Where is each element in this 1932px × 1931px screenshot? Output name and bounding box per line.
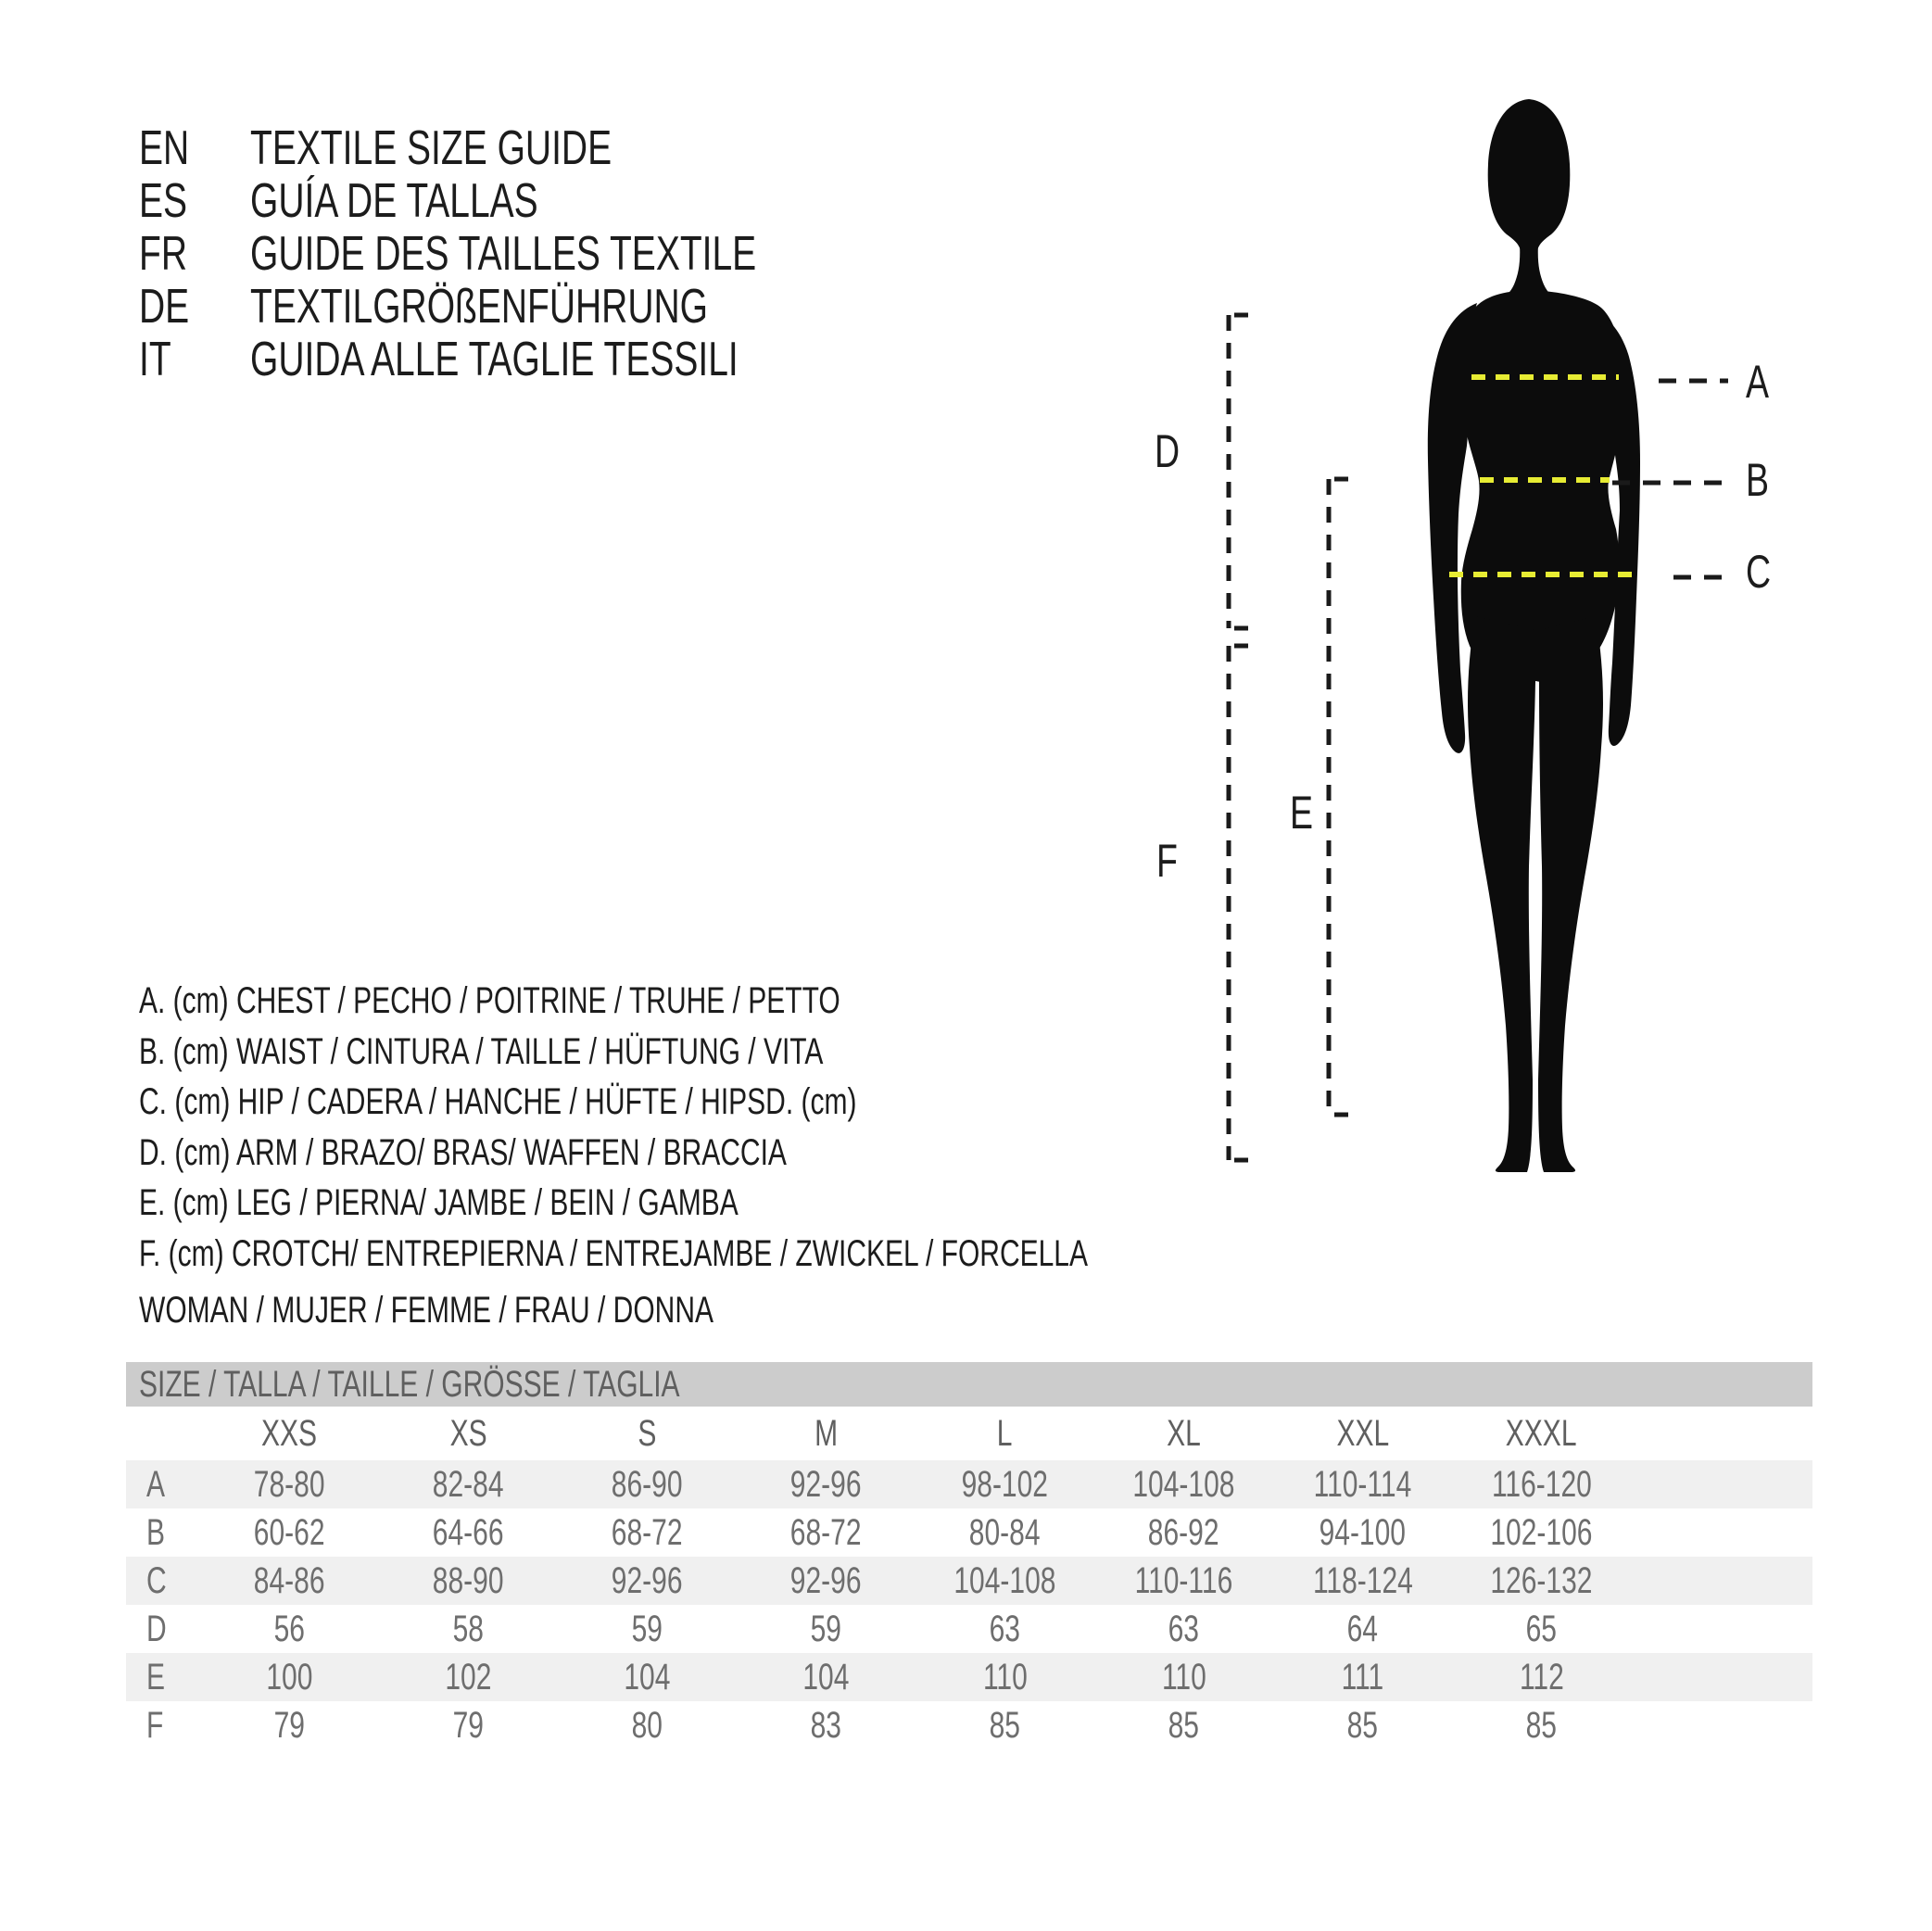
- language-row-es: [139, 175, 756, 228]
- cell-value: [1094, 1464, 1273, 1506]
- cell-text: 100: [266, 1656, 313, 1698]
- measurement-figure: [1149, 93, 1932, 1205]
- cell-text: 110: [982, 1656, 1028, 1698]
- cell-text: 92-96: [612, 1559, 683, 1601]
- arm-label: [1155, 425, 1188, 477]
- cell-value: [1273, 1705, 1452, 1747]
- cell-value: [200, 1705, 379, 1747]
- cell-value: [1452, 1464, 1631, 1506]
- cell-value: [558, 1705, 737, 1747]
- size-table-header-bar: [126, 1362, 1812, 1407]
- cell-value: [737, 1609, 915, 1650]
- cell-value: [558, 1512, 737, 1554]
- cell-text: 102-106: [1490, 1511, 1593, 1553]
- guide-title-fr: GUIDE DES TAILLES TEXTILE: [250, 227, 757, 281]
- cell-value: [1273, 1609, 1452, 1650]
- cell-text: 126-132: [1490, 1559, 1593, 1601]
- cell-text: 84-86: [254, 1559, 325, 1601]
- cell-text: 110: [1161, 1656, 1206, 1698]
- cell-value: [379, 1705, 558, 1747]
- size-header-text: SIZE / TALLA / TAILLE / GRÖSSE / TAGLIA: [139, 1363, 680, 1405]
- chest-label: [1746, 356, 1776, 408]
- cell-value: [558, 1657, 737, 1698]
- cell-text: 63: [1168, 1608, 1200, 1649]
- row-label: [126, 1560, 200, 1602]
- cell-value: [915, 1560, 1094, 1602]
- cell-value: [915, 1464, 1094, 1506]
- cell-text: 85: [1168, 1704, 1200, 1746]
- cell-text: 94-100: [1319, 1511, 1407, 1553]
- cell-text: 104-108: [953, 1559, 1056, 1601]
- cell-text: 92-96: [790, 1463, 862, 1505]
- cell-value: [1452, 1609, 1631, 1650]
- language-row-en: [139, 122, 756, 175]
- language-code: IT: [139, 333, 171, 386]
- table-row-chest: [126, 1460, 1812, 1508]
- arm-label-text: D: [1155, 425, 1181, 477]
- cell-text: 83: [810, 1704, 842, 1746]
- size-columns-row: [126, 1407, 1812, 1460]
- cell-text: 58: [452, 1608, 485, 1649]
- cell-text: 56: [273, 1608, 306, 1649]
- cell-value: [915, 1657, 1094, 1698]
- table-row-waist: [126, 1508, 1812, 1557]
- cell-text: 63: [989, 1608, 1021, 1649]
- silhouette-right-leg: [1538, 616, 1603, 1172]
- row-label-text: E: [146, 1656, 166, 1698]
- cell-value: [558, 1609, 737, 1650]
- cell-text: 59: [810, 1608, 842, 1649]
- column-header-xs: [379, 1413, 558, 1455]
- language-code: DE: [139, 280, 190, 334]
- row-label-text: A: [146, 1463, 166, 1505]
- cell-text: 80-84: [969, 1511, 1041, 1553]
- cell-text: 85: [1525, 1704, 1558, 1746]
- row-label-text: D: [146, 1608, 167, 1649]
- table-row-arm: [126, 1605, 1812, 1653]
- guide-title-de: TEXTILGRÖßENFÜHRUNG: [250, 280, 709, 334]
- cell-text: 116-120: [1491, 1463, 1592, 1505]
- cell-value: [379, 1464, 558, 1506]
- cell-value: [737, 1560, 915, 1602]
- cell-text: 64-66: [433, 1511, 504, 1553]
- language-code: EN: [139, 121, 190, 175]
- silhouette-left-leg: [1468, 616, 1535, 1172]
- cell-value: [1094, 1512, 1273, 1554]
- cell-text: 86-90: [612, 1463, 683, 1505]
- cell-value: [737, 1705, 915, 1747]
- cell-value: [1273, 1464, 1452, 1506]
- hip-label: [1746, 546, 1779, 598]
- cell-text: 79: [452, 1704, 485, 1746]
- legend-item-leg: E. (cm) LEG / PIERNA/ JAMBE / BEIN / GAMBA: [139, 1182, 739, 1223]
- chest-label-text: A: [1746, 356, 1770, 408]
- column-header-text: XXXL: [1506, 1412, 1577, 1454]
- cell-value: [200, 1560, 379, 1602]
- row-label-text: F: [146, 1704, 164, 1746]
- cell-value: [915, 1609, 1094, 1650]
- column-header-text: M: [814, 1412, 838, 1454]
- leg-label: [1290, 787, 1320, 839]
- cell-value: [1094, 1609, 1273, 1650]
- column-header-xl: [1094, 1413, 1273, 1455]
- language-code: FR: [139, 227, 187, 281]
- cell-value: [737, 1657, 915, 1698]
- cell-value: [1452, 1512, 1631, 1554]
- cell-value: [737, 1512, 915, 1554]
- cell-text: 110-114: [1313, 1463, 1412, 1505]
- waist-label-text: B: [1746, 454, 1770, 506]
- cell-value: [200, 1609, 379, 1650]
- cell-text: 88-90: [433, 1559, 504, 1601]
- measurement-legend: [139, 976, 1088, 1279]
- crotch-label-text: F: [1156, 835, 1178, 887]
- crotch-label: [1156, 835, 1185, 887]
- column-header-text: L: [997, 1412, 1013, 1454]
- language-code: ES: [139, 174, 188, 228]
- cell-text: 65: [1525, 1608, 1558, 1649]
- cell-text: 102: [445, 1656, 492, 1698]
- row-label-text: C: [146, 1559, 167, 1601]
- column-header-text: XXS: [261, 1412, 318, 1454]
- cell-text: 92-96: [790, 1559, 862, 1601]
- cell-text: 82-84: [433, 1463, 504, 1505]
- leg-label-text: E: [1290, 787, 1314, 839]
- column-header-xxxl: [1452, 1413, 1631, 1455]
- table-row-leg: [126, 1653, 1812, 1701]
- silhouette-head: [1488, 99, 1571, 251]
- column-header-text: XXL: [1336, 1412, 1389, 1454]
- row-label: [126, 1609, 200, 1650]
- cell-text: 111: [1341, 1656, 1384, 1698]
- cell-value: [1273, 1657, 1452, 1698]
- cell-value: [200, 1464, 379, 1506]
- cell-value: [379, 1560, 558, 1602]
- cell-text: 85: [1346, 1704, 1379, 1746]
- cell-value: [1273, 1560, 1452, 1602]
- column-header-xxs: [200, 1413, 379, 1455]
- cell-value: [915, 1705, 1094, 1747]
- column-header-m: [737, 1413, 915, 1455]
- woman-silhouette: [1428, 99, 1640, 1172]
- row-label: [126, 1657, 200, 1698]
- column-header-text: XS: [449, 1412, 487, 1454]
- size-table: [126, 1362, 1812, 1749]
- guide-title-it: GUIDA ALLE TAGLIE TESSILI: [250, 333, 739, 386]
- cell-text: 104-108: [1132, 1463, 1235, 1505]
- cell-value: [379, 1657, 558, 1698]
- legend-item-hip: C. (cm) HIP / CADERA / HANCHE / HÜFTE / HIPSD. (cm): [139, 1081, 857, 1122]
- language-row-it: [139, 334, 756, 386]
- language-row-de: [139, 281, 756, 334]
- hip-label-text: C: [1746, 546, 1772, 598]
- cell-value: [1452, 1657, 1631, 1698]
- cell-text: 60-62: [254, 1511, 325, 1553]
- cell-value: [379, 1609, 558, 1650]
- column-header-s: [558, 1413, 737, 1455]
- legend-item-crotch: F. (cm) CROTCH/ ENTREPIERNA / ENTREJAMBE / ZWICKEL / FORCELLA: [139, 1232, 1089, 1274]
- cell-text: 80: [631, 1704, 663, 1746]
- cell-value: [558, 1560, 737, 1602]
- row-label: [126, 1705, 200, 1747]
- legend-item-chest: A. (cm) CHEST / PECHO / POITRINE / TRUHE / PETTO: [139, 980, 840, 1021]
- cell-text: 64: [1346, 1608, 1379, 1649]
- language-title-list: [139, 122, 756, 386]
- column-header-text: XL: [1167, 1412, 1201, 1454]
- cell-value: [200, 1657, 379, 1698]
- cell-value: [379, 1512, 558, 1554]
- table-row-crotch: [126, 1701, 1812, 1749]
- guide-title-en: TEXTILE SIZE GUIDE: [250, 121, 612, 175]
- gender-heading: WOMAN / MUJER / FEMME / FRAU / DONNA: [139, 1290, 714, 1331]
- cell-text: 78-80: [254, 1463, 325, 1505]
- table-row-hip: [126, 1557, 1812, 1605]
- cell-value: [1094, 1657, 1273, 1698]
- cell-text: 104: [802, 1656, 850, 1698]
- cell-text: 79: [273, 1704, 306, 1746]
- cell-text: 68-72: [790, 1511, 862, 1553]
- cell-text: 59: [631, 1608, 663, 1649]
- legend-item-waist: B. (cm) WAIST / CINTURA / TAILLE / HÜFTUNG / VITA: [139, 1030, 824, 1072]
- cell-value: [1094, 1705, 1273, 1747]
- row-label: [126, 1512, 200, 1554]
- cell-text: 112: [1519, 1656, 1564, 1698]
- column-header-l: [915, 1413, 1094, 1455]
- waist-label: [1746, 454, 1776, 506]
- language-row-fr: [139, 228, 756, 281]
- cell-text: 86-92: [1148, 1511, 1219, 1553]
- cell-value: [737, 1464, 915, 1506]
- cell-value: [558, 1464, 737, 1506]
- cell-value: [1273, 1512, 1452, 1554]
- column-header-xxl: [1273, 1413, 1452, 1455]
- cell-text: 104: [624, 1656, 671, 1698]
- cell-text: 98-102: [961, 1463, 1049, 1505]
- row-label-text: B: [146, 1511, 166, 1553]
- cell-text: 68-72: [612, 1511, 683, 1553]
- column-header-text: S: [638, 1412, 657, 1454]
- cell-text: 118-124: [1312, 1559, 1413, 1601]
- cell-value: [1452, 1560, 1631, 1602]
- legend-item-arm: D. (cm) ARM / BRAZO/ BRAS/ WAFFEN / BRACCIA: [139, 1131, 787, 1173]
- cell-text: 85: [989, 1704, 1021, 1746]
- cell-text: 110-116: [1134, 1559, 1233, 1601]
- cell-value: [1094, 1560, 1273, 1602]
- guide-title-es: GUÍA DE TALLAS: [250, 174, 538, 228]
- cell-value: [200, 1512, 379, 1554]
- row-label: [126, 1464, 200, 1506]
- cell-value: [1452, 1705, 1631, 1747]
- cell-value: [915, 1512, 1094, 1554]
